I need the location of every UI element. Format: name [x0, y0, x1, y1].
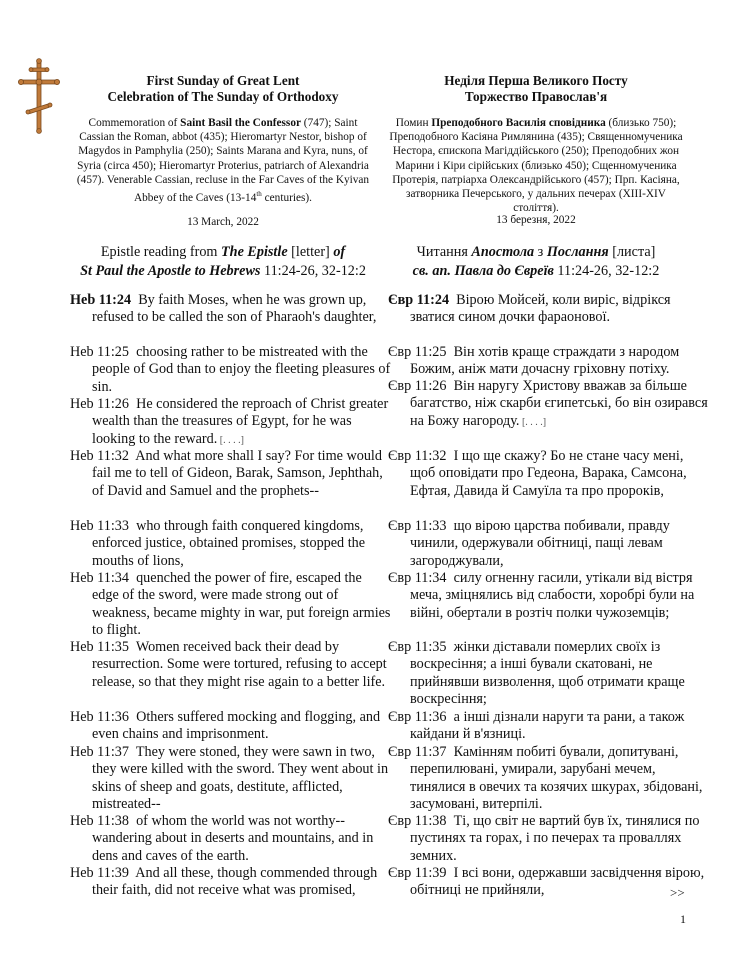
- ukrainian-verse-text: жінки діставали померлих своїх із воскресіння; а інші бували скатовані, не прийнявши визволення, щоб отримати краще воскресіння;: [410, 639, 685, 708]
- left-title-line1: First Sunday of Great Lent: [146, 73, 300, 88]
- left-commemoration: [72, 116, 374, 205]
- english-verse-row: [70, 518, 392, 570]
- ukrainian-verse-omission: [. . . .]: [519, 416, 547, 428]
- ukrainian-verse-ref: Євр 11:26: [388, 378, 447, 394]
- ukrainian-verse-ref: Євр 11:37: [388, 744, 447, 760]
- english-verse-ref: Heb 11:26: [70, 396, 129, 412]
- english-verse-row: [70, 813, 392, 865]
- english-verse-row: [70, 396, 392, 449]
- ukrainian-verse-text: що вірою царства побивали, правду чинили, одержували обітниці, пащі левам загороджували,: [410, 518, 670, 569]
- ukrainian-verse-text: Він хотів краще страждати з народом Божим, аніж мати дочасну гріховну потіху.: [410, 344, 680, 378]
- english-verse-row: [70, 292, 392, 327]
- right-commemoration: [382, 116, 690, 215]
- right-commem-body: (близько 750); Преподобного Касіяна Римлянина (435); Священномученика Нестора, єпископа Магіддійського (250); Преподобних жон Марини і Кіри сірійських (близько 450); Сщенномученика Протерія, патріарха Олександрійського (457); Прп. Касіяна, затворника Печерського, у дальних печерах (XIII-XIV століття).: [389, 117, 683, 215]
- ukrainian-verse-ref: Євр 11:25: [388, 344, 447, 360]
- ukrainian-verse-row: [388, 344, 710, 379]
- page-number: 1: [680, 912, 686, 926]
- english-verse-text: who through faith conquered kingdoms, enforced justice, obtained promises, stopped the mouths of lions,: [92, 518, 366, 569]
- left-epistle-ref: 11:24-26, 32-12:2: [260, 263, 366, 279]
- ukrainian-verse-text: І що ще скажу? Бо не стане часу мені, щоб оповідати про Гедеона, Варака, Самсона, Ефтая, Давида й Самуїла та про пророків,: [410, 448, 687, 499]
- ukrainian-verse-ref: Євр 11:38: [388, 813, 447, 829]
- ukrainian-verse-ref: Євр 11:39: [388, 865, 447, 881]
- english-verse-row: [70, 709, 392, 744]
- ukrainian-verse-row: [388, 709, 710, 744]
- right-commem-saint: Преподобного Василія сповідника: [431, 117, 606, 129]
- ukrainian-verse-row: [388, 813, 710, 865]
- left-commem-body: (747); Saint Cassian the Roman, abbot (435); Hieromartyr Nestor, bishop of Magydos in Pamphylia (250); Saints Marana and Kyra, nuns, of Syria (circa 450); Hieromartyr Proterius, patriarch of Alexandria (457). Venerable Cassian, recluse in the Far Caves of the Kyivan Abbey of the Caves (13-14: [76, 117, 370, 204]
- english-verse-text: He considered the reproach of Christ greater wealth than the treasures of Egypt, for he was looking to the reward.: [92, 396, 389, 447]
- right-date: 13 березня, 2022: [496, 214, 576, 226]
- english-verse-ref: Heb 11:24: [70, 292, 132, 308]
- right-epistle-post: [листа]: [608, 244, 656, 260]
- english-verse-text: And all these, though commended through their faith, did not receive what was promised,: [92, 865, 378, 899]
- ukrainian-verse-text: І всі вони, одержавши засвідчення вірою, обітниці не прийняли,: [410, 865, 705, 899]
- right-epistle-ref: 11:24-26, 32-12:2: [553, 263, 660, 279]
- english-verse-text: of whom the world was not worthy--wandering about in deserts and mountains, and in dens and caves of the earth.: [92, 813, 374, 864]
- ukrainian-verse-ref: Євр 11:32: [388, 448, 447, 464]
- right-epistle-apostle: св. ап. Павла до Євреїв: [412, 263, 554, 279]
- right-title-line1: Неділя Перша Великого Посту: [444, 73, 628, 88]
- continuation-mark: >>: [670, 885, 685, 900]
- ukrainian-verse-ref: Євр 11:24: [388, 292, 450, 308]
- left-commem-saint: Saint Basil the Confessor: [180, 117, 301, 129]
- ukrainian-verse-ref: Євр 11:35: [388, 639, 447, 655]
- left-epistle-heading: [72, 243, 374, 281]
- left-commem-sup: th: [256, 190, 262, 199]
- english-verse-row: [70, 344, 392, 396]
- left-epistle-apostle: St Paul the Apostle to Hebrews: [80, 263, 261, 279]
- ukrainian-verse-text: силу огненну гасили, утікали від вістря меча, зміцнялись від слабости, хоробрі були на війні, обертали в розтіч полки чужоземців;: [410, 570, 695, 621]
- right-commem-pre: Помин: [395, 117, 432, 129]
- ukrainian-verse-ref: Євр 11:34: [388, 570, 447, 586]
- english-verse-row: [70, 865, 392, 900]
- right-epistle-book: Апостола: [471, 244, 535, 260]
- right-epistle-mid: з: [534, 244, 547, 260]
- left-epistle-mid: [letter]: [287, 244, 334, 260]
- right-title: [382, 73, 690, 105]
- left-title: [72, 73, 374, 105]
- right-epistle-heading: [382, 243, 690, 281]
- english-verse-text: And what more shall I say? For time would fail me to tell of Gideon, Barak, Samson, Jephthah, of David and Samuel and the prophets--: [92, 448, 383, 499]
- english-verse-row: [70, 639, 392, 691]
- english-verse-ref: Heb 11:25: [70, 344, 129, 360]
- right-epistle-letter: Послання: [546, 244, 609, 260]
- right-title-line2: Торжество Православ'я: [464, 89, 608, 104]
- english-verse-text: Others suffered mocking and flogging, and even chains and imprisonment.: [92, 709, 381, 743]
- ukrainian-verse-text: Камінням побиті бували, допитувані, перепилювані, умирали, зарубані мечем, тинялися в овечих та козячих шкурах, збідовані, засумовані, витерпілі.: [410, 744, 703, 813]
- left-epistle-pre: Epistle reading from: [100, 244, 222, 260]
- english-verse-row: [70, 744, 392, 814]
- ukrainian-verse-row: [388, 378, 710, 431]
- ukrainian-verse-row: [388, 865, 710, 900]
- english-verse-ref: Heb 11:36: [70, 709, 129, 725]
- english-verse-ref: Heb 11:35: [70, 639, 129, 655]
- ukrainian-verse-row: [388, 639, 710, 709]
- ukrainian-verse-row: [388, 570, 710, 622]
- ukrainian-verse-row: [388, 518, 710, 570]
- english-verse-ref: Heb 11:39: [70, 865, 129, 881]
- left-title-line2: Celebration of The Sunday of Orthodoxy: [107, 89, 339, 104]
- english-verse-omission: [. . . .]: [217, 434, 244, 446]
- ukrainian-verse-row: [388, 744, 710, 814]
- left-commem-tail: centuries).: [261, 191, 312, 204]
- left-commem-pre: Commemoration of: [88, 117, 181, 129]
- ukrainian-verse-row: [388, 448, 710, 500]
- ukrainian-verse-text: а інші дізнали наруги та рани, а також кайдани й в'язниці.: [410, 709, 685, 743]
- left-date: 13 March, 2022: [187, 216, 259, 228]
- english-verse-text: choosing rather to be mistreated with the people of God than to enjoy the fleeting pleasures of sin.: [92, 344, 391, 395]
- orthodox-cross-icon: [17, 58, 61, 134]
- english-verse-ref: Heb 11:33: [70, 518, 129, 534]
- ukrainian-verse-row: [388, 292, 710, 327]
- english-verse-row: [70, 570, 392, 640]
- left-epistle-book: The Epistle: [221, 244, 288, 260]
- english-verse-text: By faith Moses, when he was grown up, refused to be called the son of Pharaoh's daughter,: [92, 292, 377, 326]
- left-epistle-of: of: [333, 244, 346, 260]
- english-verse-ref: Heb 11:37: [70, 744, 129, 760]
- right-epistle-pre: Читання: [416, 244, 472, 260]
- ukrainian-verse-text: Він наругу Христову вважав за більше багатство, ніж скарби єгипетські, бо він озирався на Божу нагороду.: [410, 378, 708, 429]
- ukrainian-verse-ref: Євр 11:36: [388, 709, 447, 725]
- english-verse-row: [70, 448, 392, 500]
- english-verse-ref: Heb 11:32: [70, 448, 129, 464]
- english-verse-text: Women received back their dead by resurrection. Some were tortured, refusing to accept release, so that they might rise again to a better life.: [92, 639, 387, 690]
- english-verse-ref: Heb 11:34: [70, 570, 129, 586]
- english-verse-text: They were stoned, they were sawn in two, they were killed with the sword. They went about in skins of sheep and goats, destitute, afflicted, mistreated--: [92, 744, 389, 813]
- ukrainian-verse-text: Вірою Мойсей, коли виріс, відрікся зватися сином дочки фараонової.: [410, 292, 671, 326]
- english-verse-ref: Heb 11:38: [70, 813, 129, 829]
- ukrainian-verse-text: Ті, що світ не вартий був їх, тинялися по пустинях та горах, і по печерах та проваллях земних.: [410, 813, 700, 864]
- english-verse-text: quenched the power of fire, escaped the edge of the sword, were made strong out of weakness, became mighty in war, put foreign armies to flight.: [92, 570, 391, 639]
- ukrainian-verse-ref: Євр 11:33: [388, 518, 447, 534]
